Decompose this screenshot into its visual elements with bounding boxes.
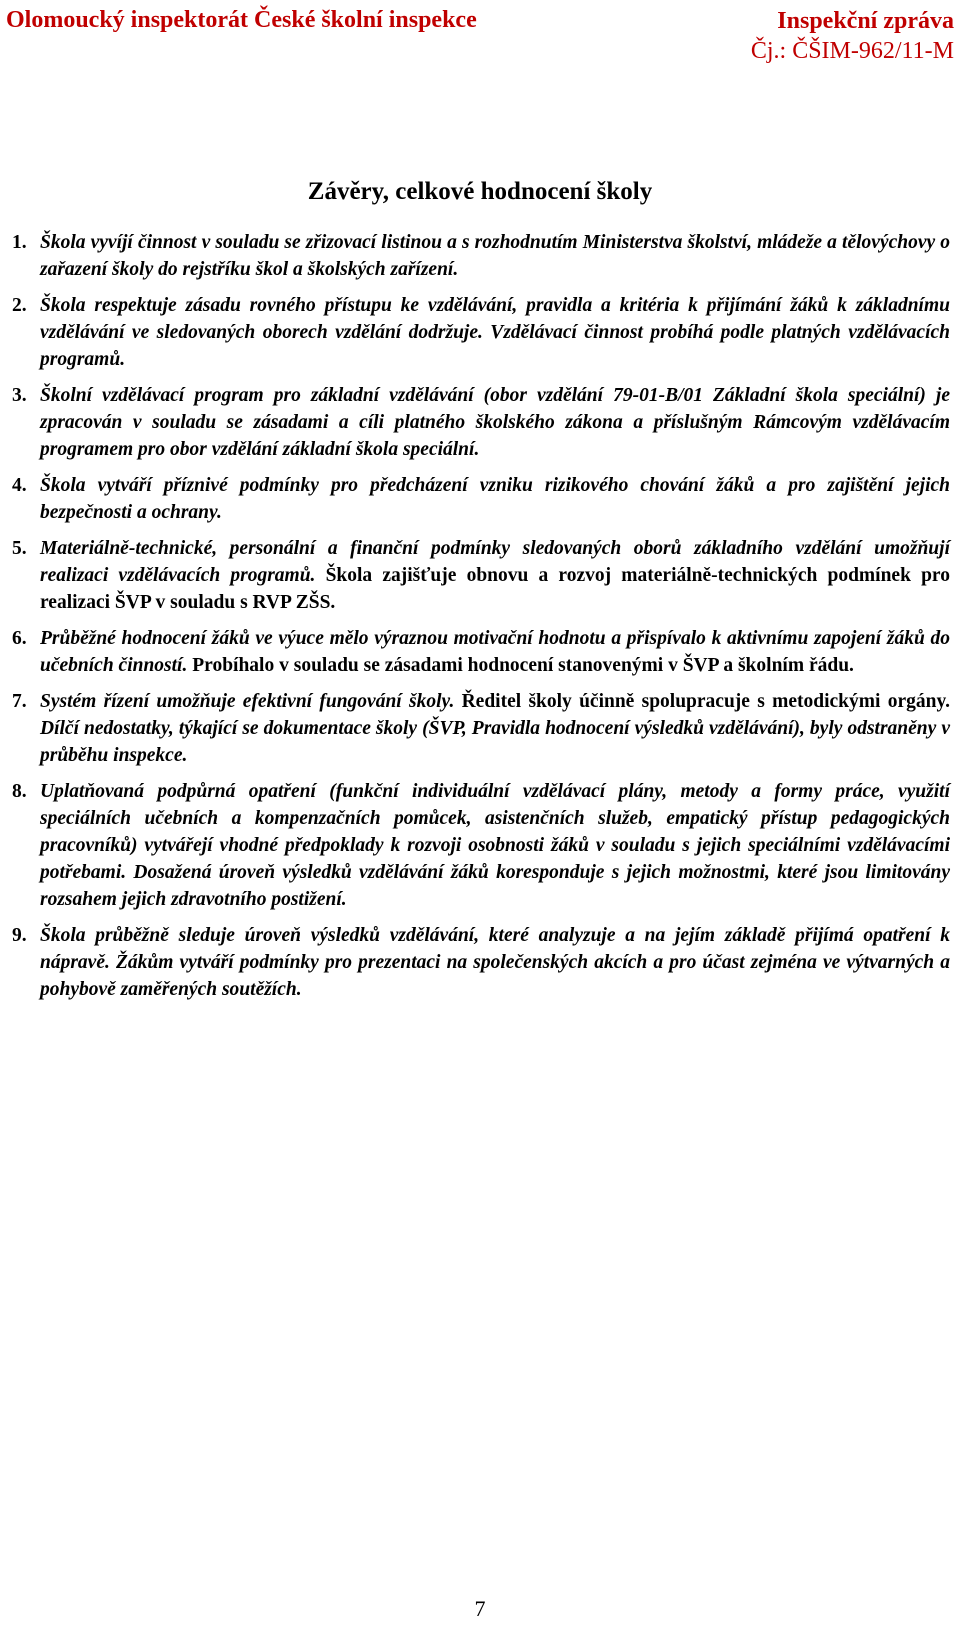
item-number: 5. — [12, 538, 27, 559]
item-number: 3. — [12, 385, 27, 406]
item-text: Ředitel školy účinně spolupracuje s metodickými orgány. — [461, 691, 950, 712]
item-text: Škola zajišťuje obnovu a rozvoj materiálně-technických podmínek pro realizaci ŠVP v souladu s RVP ZŠS. — [40, 565, 950, 613]
header-document-info — [751, 6, 954, 66]
header-organization: Olomoucký inspektorát České školní inspekce — [6, 7, 477, 33]
item-number: 4. — [12, 475, 27, 496]
item-number: 2. — [12, 295, 27, 316]
section-title: Závěry, celkové hodnocení školy — [307, 178, 653, 205]
item-number: 6. — [12, 628, 27, 649]
conclusions-list — [12, 229, 950, 1012]
item-number: 7. — [12, 691, 27, 712]
list-item — [12, 229, 950, 283]
item-number: 1. — [12, 232, 27, 253]
list-item — [12, 922, 950, 1003]
item-number: 9. — [12, 925, 27, 946]
page-header — [6, 6, 954, 66]
page-number: 7 — [474, 1596, 486, 1621]
item-text: Materiálně-technické, personální a finanční podmínky sledovaných oborů základního vzdělání umožňují realizaci vzdělávacích programů. — [40, 538, 950, 586]
item-text: Uplatňovaná podpůrná opatření (funkční individuální vzdělávací plány, metody a formy práce, využití speciálních učebních a kompenzačních pomůcek, asistenčních služeb, empatický přístup pedagogických pracovníků) vytvářejí vhodné předpoklady k rozvoji osobnosti žáků v souladu s jejich speciálními vzdělávacími potřebami. Dosažená úroveň výsledků vzdělávání žáků koresponduje s jejich možnostmi, které jsou limitovány rozsahem jejich zdravotního postižení. — [40, 781, 950, 910]
item-text: Škola vytváří příznivé podmínky pro předcházení vzniku rizikového chování žáků a pro zajištění jejich bezpečnosti a ochrany. — [40, 475, 950, 523]
item-text: Škola průběžně sleduje úroveň výsledků vzdělávání, které analyzuje a na jejím základě přijímá opatření k nápravě. Žákům vytváří podmínky pro prezentaci na společenských akcích a pro účast zejména ve výtvarných a pohybově zaměřených soutěžích. — [40, 925, 950, 1000]
item-text: Škola vyvíjí činnost v souladu se zřizovací listinou a s rozhodnutím Ministerstva školství, mládeže a tělovýchovy o zařazení školy do rejstříku škol a školských zařízení. — [40, 232, 950, 280]
item-text: Systém řízení umožňuje efektivní fungování školy. — [40, 691, 462, 712]
item-text: Průběžné hodnocení žáků ve výuce mělo výraznou motivační hodnotu a přispívalo k aktivnímu zapojení žáků do učebních činností. — [40, 628, 950, 676]
item-text: Škola respektuje zásadu rovného přístupu ke vzdělávání, pravidla a kritéria k přijímání žáků k základnímu vzdělávání ve sledovaných oborech vzdělání dodržuje. Vzdělávací činnost probíhá podle platných vzdělávacích programů. — [40, 295, 950, 370]
header-reference-number: Čj.: ČŠIM-962/11-M — [750, 38, 954, 64]
header-document-type: Inspekční zpráva — [777, 8, 954, 34]
item-text: Dílčí nedostatky, týkající se dokumentace školy (ŠVP, Pravidla hodnocení výsledků vzdělávání), byly odstraněny v průběhu inspekce. — [40, 718, 950, 766]
item-text: Školní vzdělávací program pro základní vzdělávání (obor vzdělání 79-01-B/01 Základní škola speciální) je zpracován v souladu se zásadami a cíli platného školského zákona a příslušným Rámcovým vzdělávacím programem pro obor vzdělání základní škola speciální. — [40, 385, 950, 460]
list-item — [12, 382, 950, 463]
list-item — [12, 778, 950, 913]
list-item — [12, 625, 950, 679]
item-text: Probíhalo v souladu se zásadami hodnocení stanovenými v ŠVP a školním řádu. — [192, 655, 854, 676]
item-number: 8. — [12, 781, 27, 802]
list-item — [12, 688, 950, 769]
list-item — [12, 472, 950, 526]
list-item — [12, 535, 950, 616]
list-item — [12, 292, 950, 373]
